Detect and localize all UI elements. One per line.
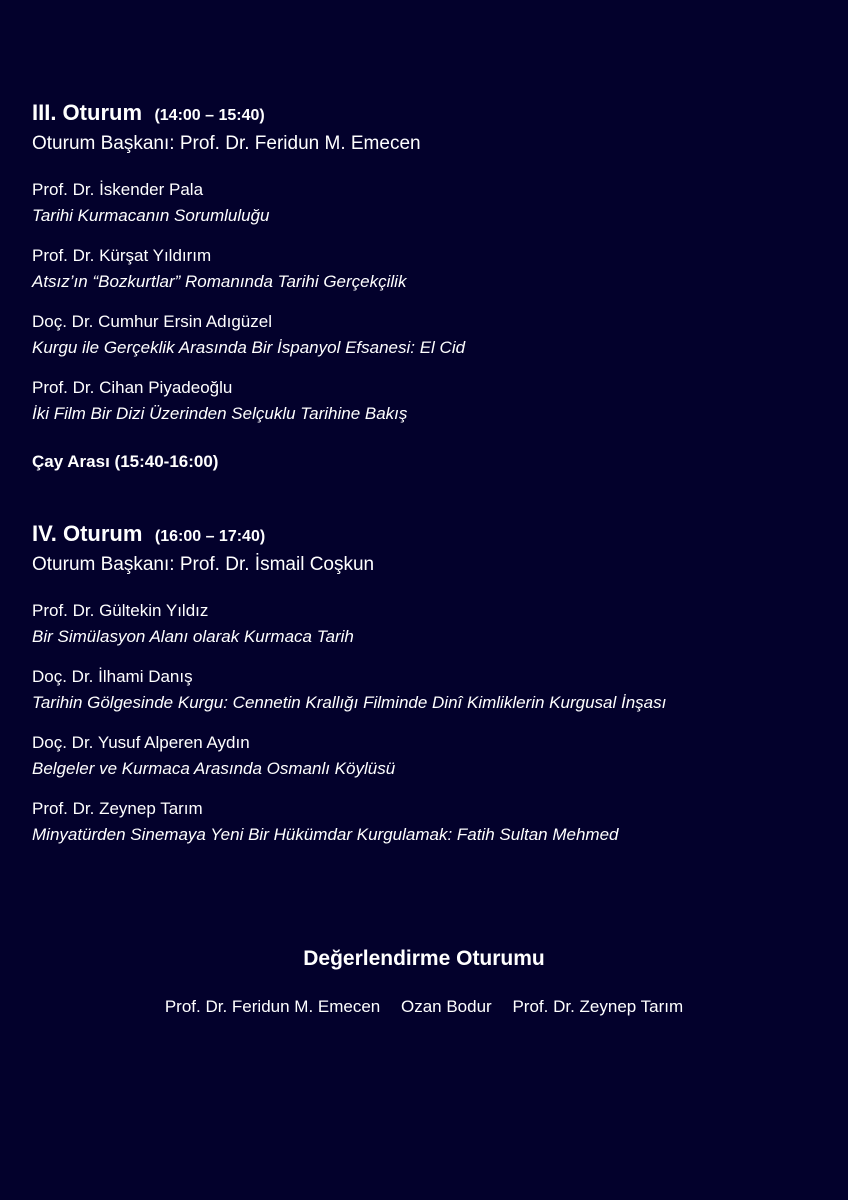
talk-title: Tarihin Gölgesinde Kurgu: Cennetin Krallığı Filminde Dinî Kimliklerin Kurgusal İnşası — [32, 693, 667, 712]
talk-speaker: Prof. Dr. Zeynep Tarım — [32, 799, 203, 818]
evaluation-session — [0, 944, 848, 1020]
tea-break: Çay Arası (15:40-16:00) — [32, 452, 219, 471]
session-title: IV. Oturum — [32, 521, 143, 546]
program-page — [32, 98, 832, 862]
session-title: III. Oturum — [32, 100, 142, 125]
talk-item — [32, 243, 832, 295]
talk-title: Kurgu ile Gerçeklik Arasında Bir İspanyol Efsanesi: El Cid — [32, 338, 466, 357]
talk-speaker: Doç. Dr. Yusuf Alperen Aydın — [32, 733, 250, 752]
session-4 — [32, 519, 832, 848]
talk-speaker: Prof. Dr. Cihan Piyadeoğlu — [32, 378, 233, 397]
session-time: (16:00 – 17:40) — [154, 528, 266, 545]
talk-item — [32, 375, 832, 427]
talk-title: Minyatürden Sinemaya Yeni Bir Hükümdar Kurgulamak: Fatih Sultan Mehmed — [32, 825, 619, 844]
talk-item — [32, 177, 832, 229]
talk-speaker: Prof. Dr. İskender Pala — [32, 180, 204, 199]
talk-item — [32, 730, 832, 782]
talk-item — [32, 598, 832, 650]
session-chair: Oturum Başkanı: Prof. Dr. Feridun M. Emecen — [32, 133, 421, 154]
talk-item — [32, 796, 832, 848]
talk-item — [32, 309, 832, 361]
talk-title: Bir Simülasyon Alanı olarak Kurmaca Tarih — [32, 627, 354, 646]
evaluation-members — [0, 994, 848, 1020]
evaluation-member: Ozan Bodur — [400, 997, 492, 1016]
talk-speaker: Doç. Dr. İlhami Danış — [32, 667, 193, 686]
session-heading — [32, 98, 832, 131]
evaluation-title: Değerlendirme Oturumu — [303, 947, 545, 970]
talk-title: Atsız’ın “Bozkurtlar” Romanında Tarihi Gerçekçilik — [32, 272, 407, 291]
talk-item — [32, 664, 832, 716]
session-time: (14:00 – 15:40) — [154, 107, 265, 124]
session-heading — [32, 519, 832, 552]
session-3 — [32, 98, 832, 427]
session-chair: Oturum Başkanı: Prof. Dr. İsmail Coşkun — [32, 554, 375, 575]
evaluation-member: Prof. Dr. Zeynep Tarım — [512, 997, 684, 1016]
talk-speaker: Prof. Dr. Gültekin Yıldız — [32, 601, 209, 620]
talk-speaker: Prof. Dr. Kürşat Yıldırım — [32, 246, 212, 265]
evaluation-member: Prof. Dr. Feridun M. Emecen — [164, 997, 381, 1016]
talk-title: Belgeler ve Kurmaca Arasında Osmanlı Köylüsü — [32, 759, 396, 778]
talk-title: Tarihi Kurmacanın Sorumluluğu — [32, 206, 270, 225]
talk-speaker: Doç. Dr. Cumhur Ersin Adıgüzel — [32, 312, 272, 331]
talk-title: İki Film Bir Dizi Üzerinden Selçuklu Tarihine Bakış — [32, 404, 408, 423]
